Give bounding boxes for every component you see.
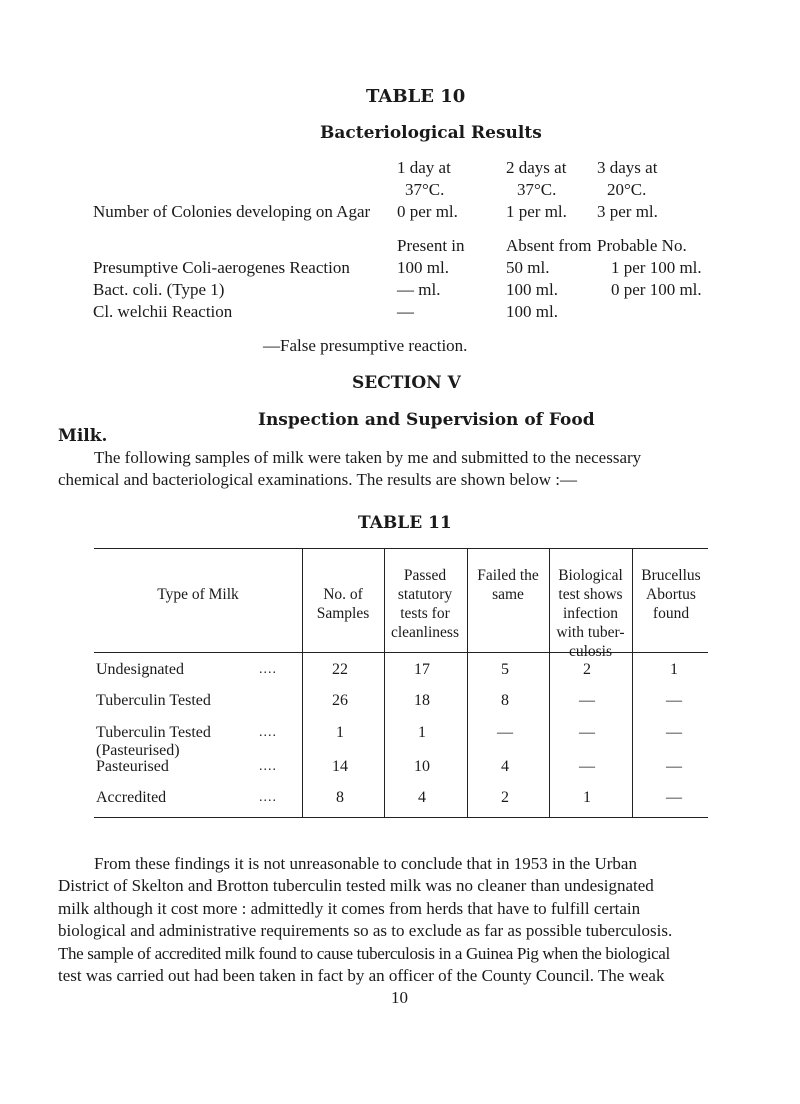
t10-row-value: —	[397, 302, 414, 321]
col-divider	[302, 653, 303, 817]
table-row-type-sub: (Pasteurised)	[96, 742, 180, 759]
cell-bio: —	[579, 724, 595, 741]
leader-dots: ....	[259, 759, 277, 774]
cell-failed: —	[497, 724, 513, 741]
cell-bruc: —	[666, 758, 682, 775]
colonies-label: Number of Colonies developing on Agar	[93, 202, 371, 221]
cell-bruc: —	[666, 789, 682, 806]
cell-failed: 2	[501, 789, 509, 806]
table10-title: TABLE 10	[366, 86, 466, 107]
intro-line-1: The following samples of milk were taken by me and submitted to the necessary	[94, 448, 642, 467]
col-divider	[384, 549, 385, 652]
t10-row-label: Cl. welchii Reaction	[93, 302, 233, 321]
cell-bio: —	[579, 692, 595, 709]
cell-samples: 1	[336, 724, 344, 741]
cell-bio: 1	[583, 789, 591, 806]
cell-samples: 14	[332, 758, 348, 775]
header-passed: Passed statutory tests for cleanliness	[390, 567, 459, 641]
table-row-type: Pasteurised	[96, 758, 169, 775]
conclusion-line-6: test was carried out had been taken in fact by an officer of the County Council. The weak	[58, 966, 665, 985]
table11-title: TABLE 11	[358, 513, 452, 533]
cell-bruc: —	[666, 724, 682, 741]
presence-head-3: Probable No.	[597, 236, 687, 255]
col-head-2-line2: 37°C.	[517, 180, 557, 199]
intro-line-2: chemical and bacteriological examinations. The results are shown below :—	[58, 470, 577, 489]
section-subtitle: Inspection and Supervision of Food	[258, 410, 595, 430]
page-number: 10	[391, 988, 408, 1007]
t10-row-value: 50 ml.	[506, 258, 550, 277]
presence-head-2: Absent from	[506, 236, 592, 255]
t10-row-value: 100 ml.	[506, 280, 558, 299]
t10-row-value: 1 per 100 ml.	[611, 258, 702, 277]
conclusion-line-1: From these findings it is not unreasonable to conclude that in 1953 in the Urban	[94, 854, 637, 873]
table11-bottom-rule	[94, 817, 708, 818]
leader-dots: ....	[259, 662, 277, 677]
leader-dots: ....	[259, 790, 277, 805]
t10-row-value: — ml.	[397, 280, 441, 299]
conclusion-line-4: biological and administrative requirements so as to exclude as far as possible tuberculosis.	[58, 921, 673, 940]
cell-passed: 10	[414, 758, 430, 775]
cell-passed: 4	[418, 789, 426, 806]
cell-samples: 22	[332, 661, 348, 678]
cell-bruc: 1	[670, 661, 678, 678]
section-title: SECTION V	[352, 373, 461, 393]
colonies-value-1: 0 per ml.	[397, 202, 458, 221]
table-row-type: Accredited	[96, 789, 167, 806]
t10-row-value: 100 ml.	[506, 302, 558, 321]
t10-row-label: Bact. coli. (Type 1)	[93, 280, 225, 299]
table-row-type: Tuberculin Tested	[96, 724, 211, 741]
cell-samples: 8	[336, 789, 344, 806]
colonies-value-3: 3 per ml.	[597, 202, 658, 221]
table10-footnote: —False presumptive reaction.	[263, 336, 468, 355]
col-divider	[467, 549, 468, 652]
cell-samples: 26	[332, 692, 348, 709]
table11-top-rule	[94, 548, 708, 549]
col-divider	[302, 549, 303, 652]
col-head-1-line2: 37°C.	[405, 180, 445, 199]
leader-dots: ....	[259, 725, 277, 740]
cell-bio: —	[579, 758, 595, 775]
col-head-3-line2: 20°C.	[607, 180, 647, 199]
cell-failed: 4	[501, 758, 509, 775]
header-failed: Failed the same	[477, 567, 539, 603]
conclusion-line-5: The sample of accredited milk found to cause tuberculosis in a Guinea Pig when the biological	[58, 944, 670, 963]
cell-bio: 2	[583, 661, 591, 678]
cell-passed: 1	[418, 724, 426, 741]
col-divider	[632, 549, 633, 652]
header-no-of-samples: No. of Samples	[316, 586, 370, 622]
t10-row-value: 0 per 100 ml.	[611, 280, 702, 299]
conclusion-line-3: milk although it cost more : admittedly it comes from herds that have to fulfill certain	[58, 899, 641, 918]
table-row-type: Tuberculin Tested	[96, 692, 211, 709]
colonies-value-2: 1 per ml.	[506, 202, 567, 221]
col-head-1-line1: 1 day at	[397, 158, 451, 177]
milk-heading: Milk.	[58, 426, 108, 446]
table10-subtitle: Bacteriological Results	[320, 123, 542, 143]
col-head-3-line1: 3 days at	[597, 158, 658, 177]
header-biological: Biological test shows infection with tuber-culosis	[556, 567, 625, 660]
cell-failed: 5	[501, 661, 509, 678]
conclusion-line-2: District of Skelton and Brotton tuberculin tested milk was no cleaner than undesignated	[58, 876, 654, 895]
header-brucellus: Brucellus Abortus found	[641, 567, 701, 622]
col-divider	[549, 653, 550, 817]
header-type-of-milk: Type of Milk	[157, 586, 239, 603]
cell-failed: 8	[501, 692, 509, 709]
cell-bruc: —	[666, 692, 682, 709]
col-head-2-line1: 2 days at	[506, 158, 567, 177]
t10-row-label: Presumptive Coli-aerogenes Reaction	[93, 258, 350, 277]
table-row-type: Undesignated	[96, 661, 184, 678]
col-divider	[549, 549, 550, 652]
cell-passed: 18	[414, 692, 430, 709]
cell-passed: 17	[414, 661, 430, 678]
col-divider	[467, 653, 468, 817]
presence-head-1: Present in	[397, 236, 465, 255]
t10-row-value: 100 ml.	[397, 258, 449, 277]
col-divider	[632, 653, 633, 817]
col-divider	[384, 653, 385, 817]
